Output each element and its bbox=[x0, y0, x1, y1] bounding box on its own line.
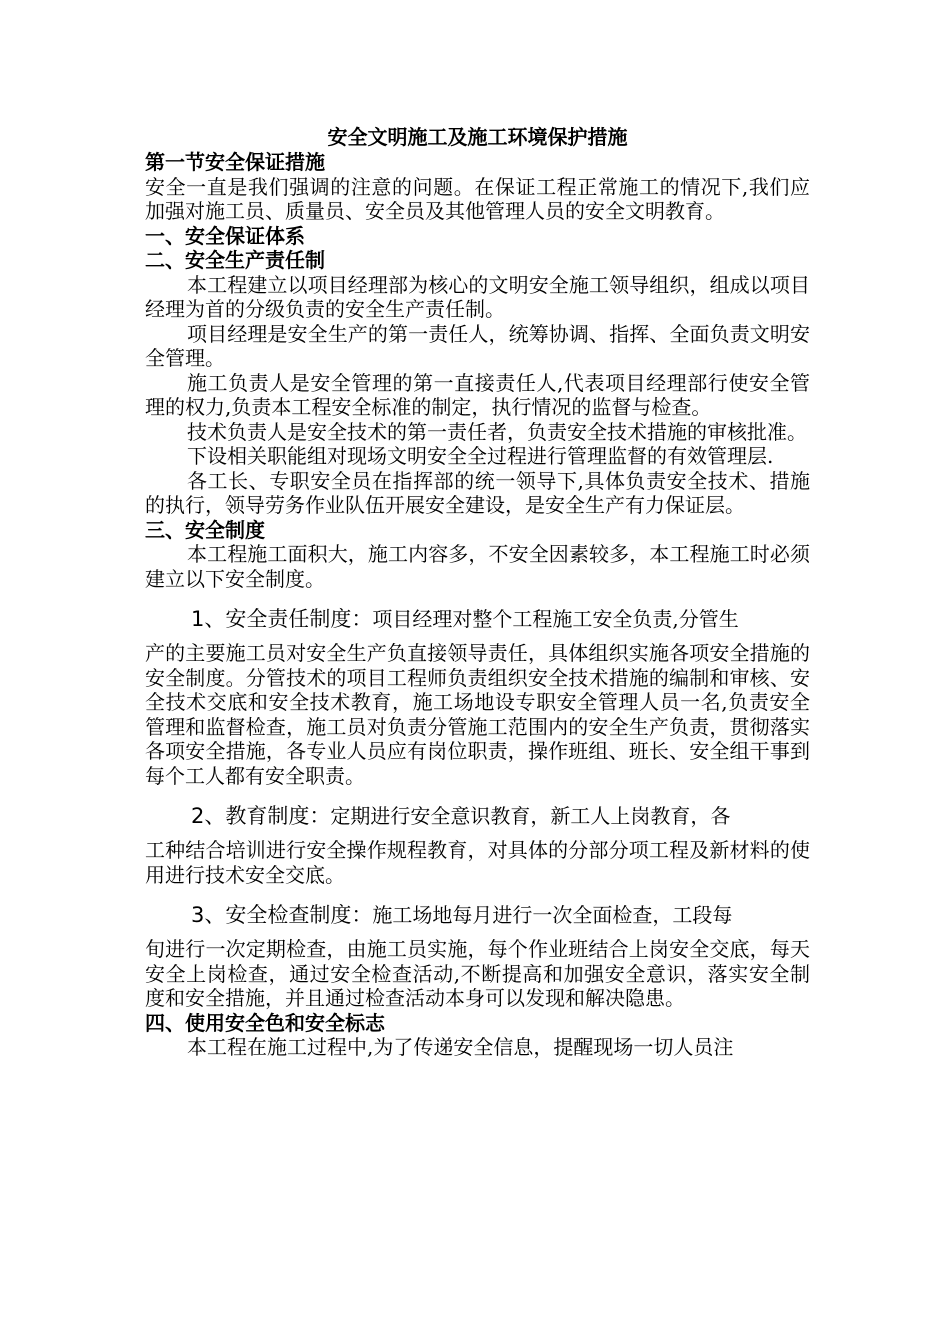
rule-text: 定期进行安全意识教育，新工人上岗教育，各 bbox=[330, 804, 731, 828]
subheading-responsibility: 二、安全生产责任制 bbox=[145, 248, 325, 272]
rule-text-rest: 旬进行一次定期检查，由施工员实施，每个作业班结合上岗安全交底，每天安全上岗检查，通过安全检查活动,不断提高和加强安全意识，落实安全制度和安全措施，并且通过检查活动本身可以发现和解决隐患。 bbox=[145, 937, 810, 1010]
section-heading: 第一节安全保证措施 bbox=[145, 150, 325, 174]
rule-name: 教育制度： bbox=[225, 804, 331, 828]
paragraph: 施工负责人是安全管理的第一直接责任人,代表项目经理部行使安全管理的权力,负责本工程安全标准的制定，执行情况的监督与检查。 bbox=[145, 370, 810, 419]
document-body bbox=[145, 124, 810, 1060]
paragraph: 本工程施工面积大，施工内容多，不安全因素较多，本工程施工时必须建立以下安全制度。 bbox=[145, 542, 810, 591]
subheading-safety-signs: 四、使用安全色和安全标志 bbox=[145, 1010, 385, 1035]
paragraph: 技术负责人是安全技术的第一责任者，负责安全技术措施的审核批准。 bbox=[187, 419, 807, 444]
rule-item-education bbox=[145, 802, 810, 887]
rule-text-rest: 工种结合培训进行安全操作规程教育，对具体的分部分项工程及新材料的使用进行技术安全交底。 bbox=[145, 838, 810, 887]
paragraph: 本工程在施工过程中,为了传递安全信息，提醒现场一切人员注 bbox=[187, 1035, 734, 1059]
subheading-safety-rules: 三、安全制度 bbox=[145, 517, 265, 542]
rule-text: 施工场地每月进行一次全面检查，工段每 bbox=[372, 903, 733, 927]
rule-first-line bbox=[145, 802, 810, 830]
rule-number: 2、 bbox=[191, 804, 226, 828]
rule-name: 安全检查制度： bbox=[225, 903, 373, 927]
rule-first-line bbox=[145, 901, 810, 929]
subheading-safety-system: 一、安全保证体系 bbox=[145, 223, 305, 248]
rule-number: 3、 bbox=[191, 903, 226, 927]
rule-name: 安全责任制度： bbox=[225, 607, 373, 631]
paragraph: 下设相关职能组对现场文明安全全过程进行管理监督的有效管理层. bbox=[187, 444, 774, 468]
rule-item-responsibility bbox=[145, 605, 810, 788]
rule-number: 1、 bbox=[191, 607, 226, 631]
rule-first-line bbox=[145, 605, 810, 633]
paragraph: 项目经理是安全生产的第一责任人，统筹协调、指挥、全面负责文明安全管理。 bbox=[145, 321, 810, 370]
rule-item-inspection bbox=[145, 901, 810, 1011]
section-intro: 安全一直是我们强调的注意的问题。在保证工程正常施工的情况下,我们应加强对施工员、质量员、安全员及其他管理人员的安全文明教育。 bbox=[145, 174, 810, 223]
rule-text-rest: 产的主要施工员对安全生产负直接领导责任，具体组织实施各项安全措施的安全制度。分管技术的项目工程师负责组织安全技术措施的编制和审核、安全技术交底和安全技术教育，施工场地设专职安全管理人员一名,负责安全管理和监督检查，施工员对负责分管施工范围内的安全生产负责，贯彻落实各项安全措施，各专业人员应有岗位职责，操作班组、班长、安全组干事到每个工人都有安全职责。 bbox=[145, 641, 810, 788]
paragraph: 各工长、专职安全员在指挥部的统一领导下,具体负责安全技术、措施的执行，领导劳务作业队伍开展安全建设，是安全生产有力保证层。 bbox=[145, 468, 810, 517]
paragraph: 本工程建立以项目经理部为核心的文明安全施工领导组织，组成以项目经理为首的分级负责的安全生产责任制。 bbox=[145, 272, 810, 321]
rule-text: 项目经理对整个工程施工安全负责,分管生 bbox=[372, 607, 739, 631]
document-title: 安全文明施工及施工环境保护措施 bbox=[327, 125, 628, 149]
